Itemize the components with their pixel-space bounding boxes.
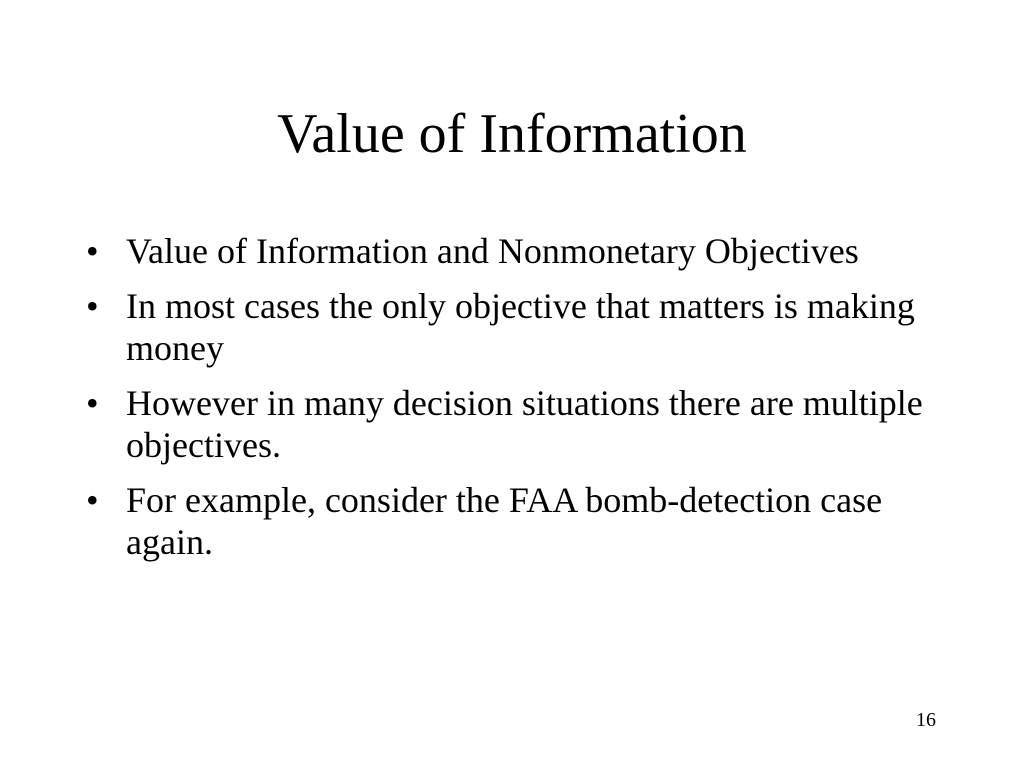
- bullet-item: [82, 382, 952, 466]
- page-number: 16: [916, 709, 936, 731]
- bullet-icon: •: [86, 231, 99, 271]
- bullet-icon: •: [86, 286, 99, 326]
- bullet-text: However in many decision situations there are multiple objectives.: [126, 383, 923, 465]
- bullet-item: [82, 479, 952, 563]
- bullet-item: [82, 230, 952, 272]
- bullet-text: For example, consider the FAA bomb-detection case again.: [126, 480, 883, 562]
- bullet-text: In most cases the only objective that matters is making money: [126, 286, 915, 368]
- bullet-icon: •: [86, 480, 99, 520]
- slide-title: Value of Information: [277, 103, 747, 165]
- bullet-icon: •: [86, 383, 99, 423]
- bullet-text: Value of Information and Nonmonetary Objectives: [126, 231, 859, 271]
- bullet-item: [82, 285, 952, 369]
- bullet-list: [82, 230, 952, 576]
